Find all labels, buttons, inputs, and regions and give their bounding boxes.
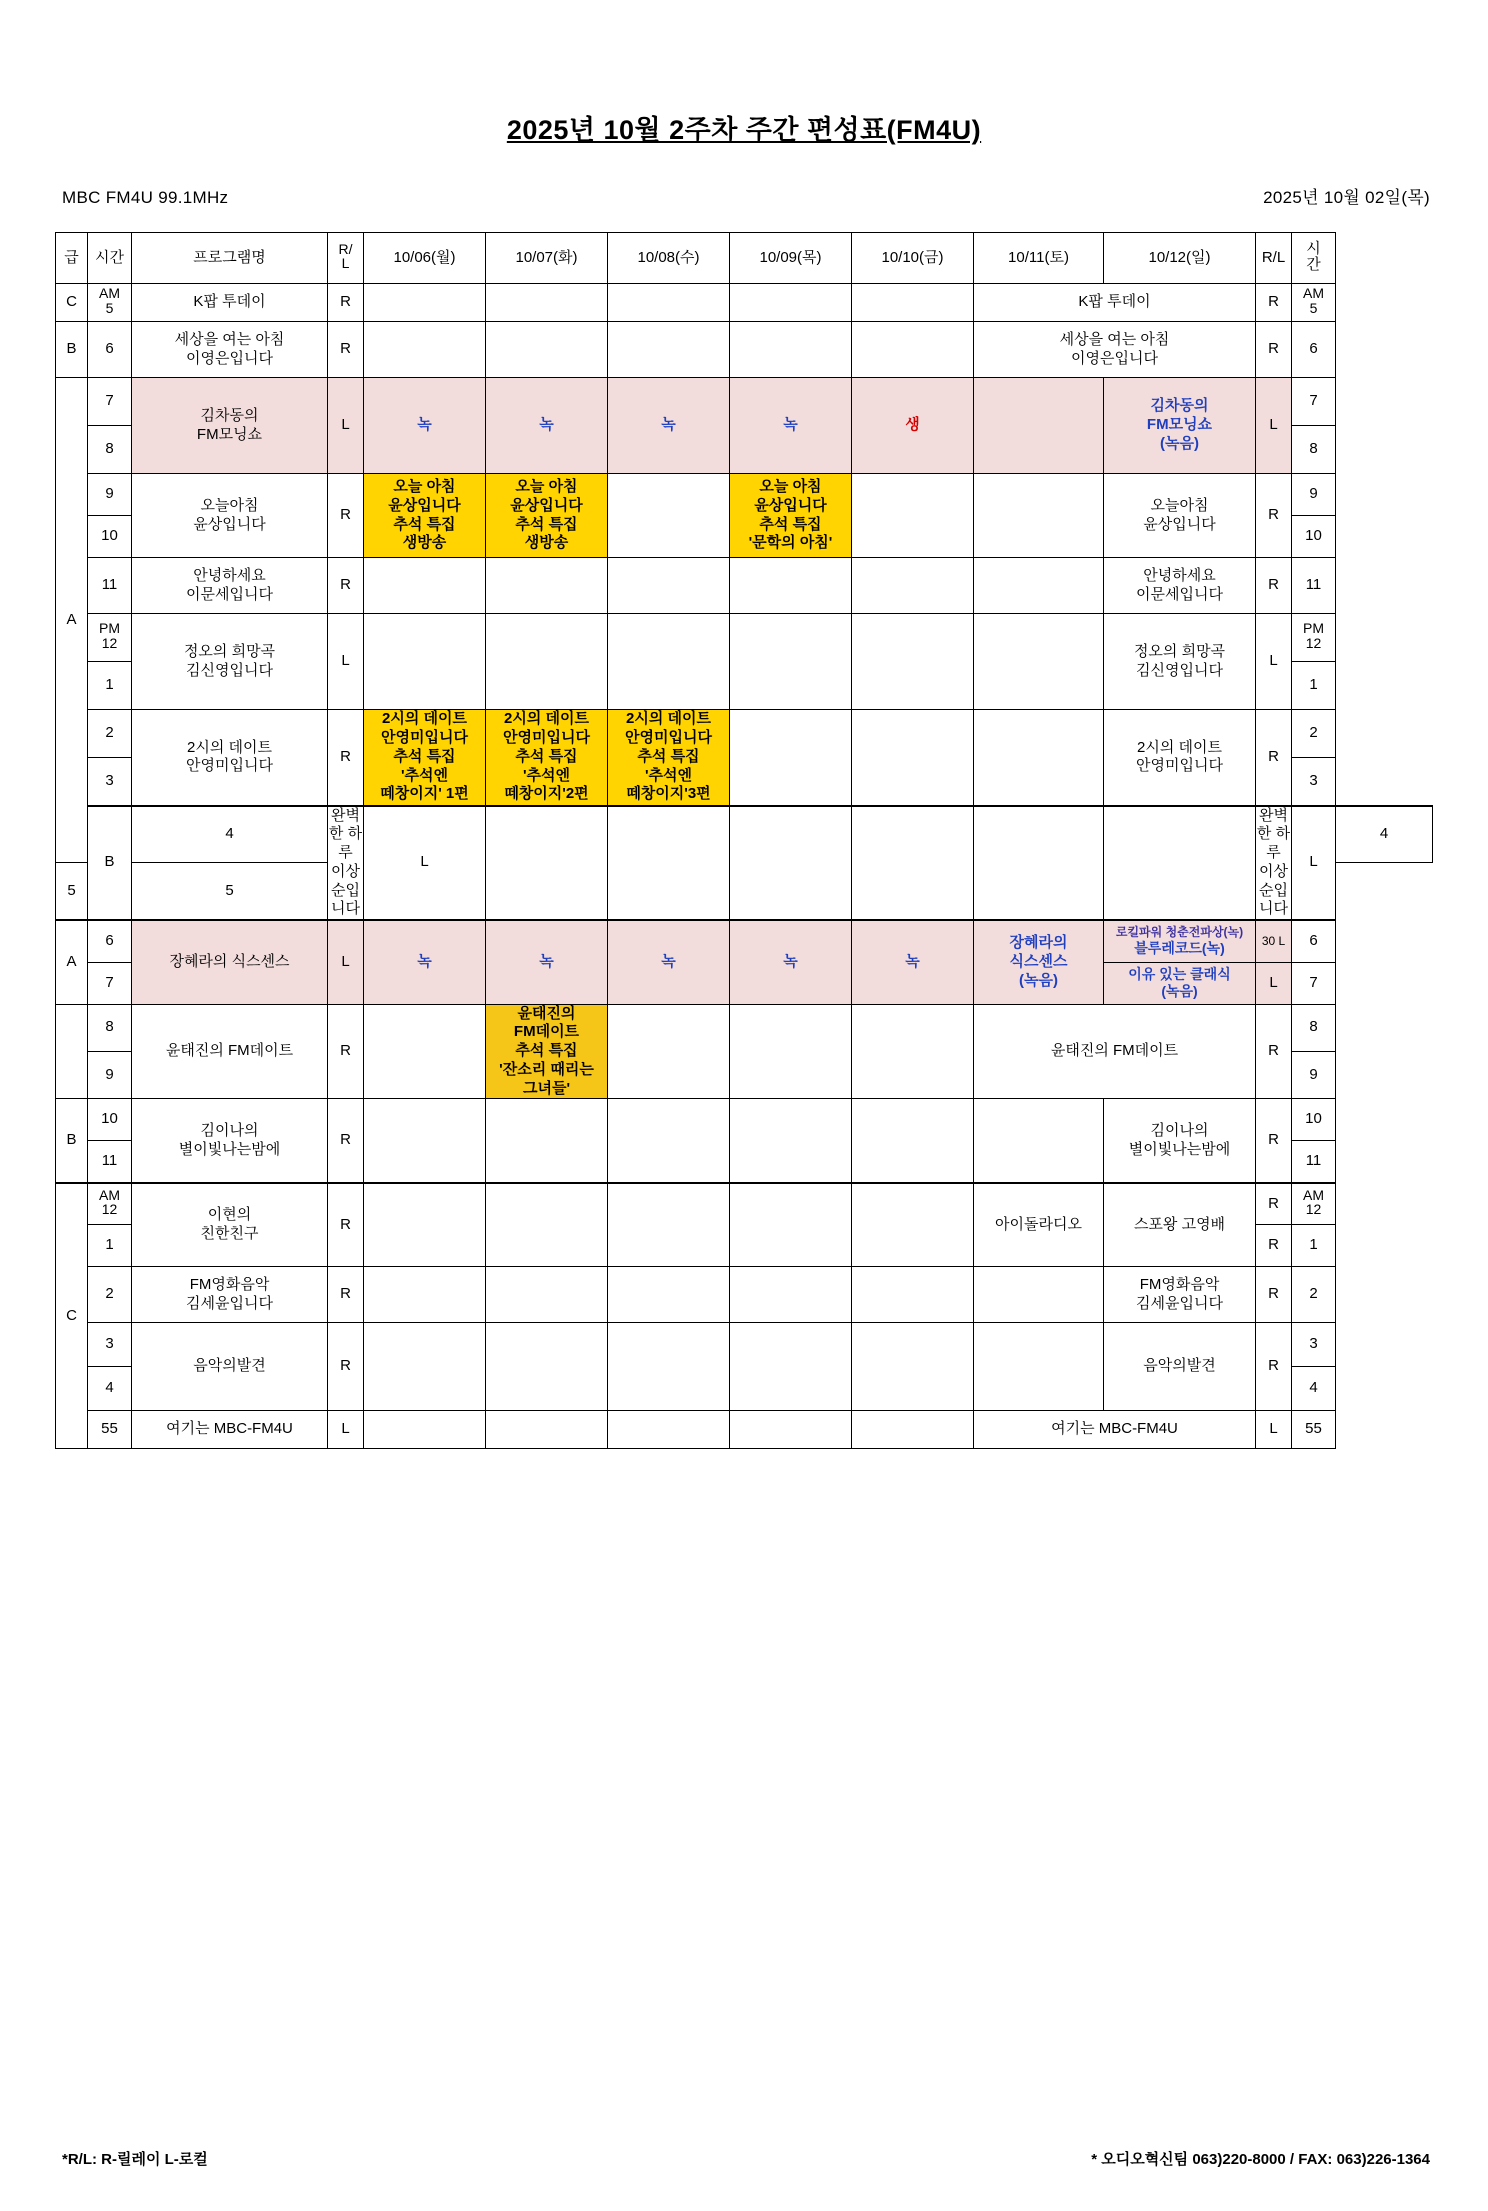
cell-sat bbox=[974, 1099, 1104, 1183]
cell-mon bbox=[364, 1323, 486, 1411]
time-cell-left: 10 bbox=[88, 516, 132, 558]
header-day-sat: 10/11(토) bbox=[974, 233, 1104, 284]
time-cell-left: 9 bbox=[88, 1051, 132, 1098]
rl-cell-left: L bbox=[364, 806, 486, 921]
program-cell: 완벽한 하루 이상순입니다 bbox=[328, 806, 364, 921]
cell-tue: 윤태진의 FM데이트 추석 특집 '잔소리 때리는 그녀들' bbox=[486, 1004, 608, 1099]
cell-weekend: K팝 투데이 bbox=[974, 284, 1256, 322]
cell-wed bbox=[730, 806, 852, 921]
time-cell-right: 1 bbox=[1292, 1225, 1336, 1267]
header-day-tue: 10/07(화) bbox=[486, 233, 608, 284]
rl-cell-right: R bbox=[1256, 1099, 1292, 1183]
grade-cell: B bbox=[56, 322, 88, 378]
rl-cell-right: R bbox=[1256, 558, 1292, 614]
sun-sublabel: 로킬파워 청춘전파상(녹) bbox=[1115, 925, 1244, 939]
time-cell-right: 3 bbox=[1292, 1323, 1336, 1367]
cell-thu: 녹 bbox=[730, 378, 852, 474]
rl-cell-left: R bbox=[328, 1267, 364, 1323]
cell-sun: 완벽한 하루 이상순입니다 bbox=[1256, 806, 1292, 921]
table-row bbox=[56, 284, 1433, 322]
grade-cell: A bbox=[56, 920, 88, 1004]
grade-cell-a: A bbox=[56, 378, 88, 863]
program-cell: 이현의 친한친구 bbox=[132, 1183, 328, 1267]
table-row bbox=[56, 1099, 1433, 1141]
time-cell-left: 11 bbox=[88, 1141, 132, 1183]
time-cell-right: 10 bbox=[1292, 516, 1336, 558]
cell-mon bbox=[364, 1099, 486, 1183]
program-cell: 음악의발견 bbox=[132, 1323, 328, 1411]
cell-thu bbox=[730, 1099, 852, 1183]
header-day-thu: 10/09(목) bbox=[730, 233, 852, 284]
cell-sat bbox=[974, 474, 1104, 558]
cell-wed bbox=[608, 322, 730, 378]
program-cell: 2시의 데이트 안영미입니다 bbox=[132, 710, 328, 806]
cell-tue bbox=[486, 1323, 608, 1411]
table-header-row bbox=[56, 233, 1433, 284]
time-cell-left: AM 12 bbox=[88, 1183, 132, 1225]
cell-sat bbox=[974, 1267, 1104, 1323]
rl-cell-left: R bbox=[328, 474, 364, 558]
cell-mon: 오늘 아침 윤상입니다 추석 특집 생방송 bbox=[364, 474, 486, 558]
program-cell: 윤태진의 FM데이트 bbox=[132, 1004, 328, 1099]
program-cell: FM영화음악 김세윤입니다 bbox=[132, 1267, 328, 1323]
rl-cell-right: R bbox=[1256, 474, 1292, 558]
cell-thu bbox=[730, 322, 852, 378]
cell-tue: 녹 bbox=[486, 920, 608, 1004]
cell-fri: 녹 bbox=[852, 920, 974, 1004]
cell-weekend: 여기는 MBC-FM4U bbox=[974, 1411, 1256, 1449]
cell-mon bbox=[364, 1411, 486, 1449]
time-cell-left: PM 12 bbox=[88, 614, 132, 662]
cell-fri bbox=[852, 1267, 974, 1323]
cell-thu bbox=[730, 1323, 852, 1411]
cell-tue bbox=[486, 1099, 608, 1183]
cell-sun: 스포왕 고영배 bbox=[1104, 1183, 1256, 1267]
cell-wed: 녹 bbox=[608, 378, 730, 474]
header-program: 프로그램명 bbox=[132, 233, 328, 284]
rl-cell-left: R bbox=[328, 710, 364, 806]
rl-cell-left: R bbox=[328, 1323, 364, 1411]
cell-mon bbox=[364, 1183, 486, 1267]
cell-thu: 녹 bbox=[730, 920, 852, 1004]
time-cell-left: AM 5 bbox=[88, 284, 132, 322]
time-cell-right: 3 bbox=[1292, 758, 1336, 806]
cell-sun: 2시의 데이트 안영미입니다 bbox=[1104, 710, 1256, 806]
program-cell: 장혜라의 식스센스 bbox=[132, 920, 328, 1004]
rl-cell-right: R bbox=[1256, 322, 1292, 378]
cell-fri bbox=[852, 558, 974, 614]
cell-wed bbox=[608, 284, 730, 322]
cell-wed bbox=[608, 1099, 730, 1183]
cell-sun: 오늘아침 윤상입니다 bbox=[1104, 474, 1256, 558]
header-time-right: 시 간 bbox=[1292, 233, 1336, 284]
cell-tue bbox=[486, 558, 608, 614]
rl-cell-right-top: R bbox=[1256, 1183, 1292, 1225]
cell-tue bbox=[486, 284, 608, 322]
program-cell: 여기는 MBC-FM4U bbox=[132, 1411, 328, 1449]
time-cell-left: 8 bbox=[88, 426, 132, 474]
rl-cell-right: R bbox=[1256, 284, 1292, 322]
cell-fri bbox=[852, 1323, 974, 1411]
time-cell-right: 2 bbox=[1292, 710, 1336, 758]
cell-sat bbox=[974, 710, 1104, 806]
cell-wed bbox=[608, 1411, 730, 1449]
table-row bbox=[56, 806, 1433, 863]
time-cell-left: 7 bbox=[88, 962, 132, 1004]
cell-tue bbox=[608, 806, 730, 921]
program-cell: 안녕하세요 이문세입니다 bbox=[132, 558, 328, 614]
cell-tue bbox=[486, 1267, 608, 1323]
time-cell-right: PM 12 bbox=[1292, 614, 1336, 662]
program-cell: 김차동의 FM모닝쇼 bbox=[132, 378, 328, 474]
cell-sat: 장혜라의 식스센스 (녹음) bbox=[974, 920, 1104, 1004]
cell-wed bbox=[608, 1183, 730, 1267]
cell-thu bbox=[730, 614, 852, 710]
table-row bbox=[56, 474, 1433, 516]
table-row bbox=[56, 1004, 1433, 1051]
cell-fri bbox=[852, 1411, 974, 1449]
cell-wed: 2시의 데이트 안영미입니다 추석 특집 '추석엔 떼창이지'3편 bbox=[608, 710, 730, 806]
cell-sat bbox=[974, 1323, 1104, 1411]
page-title: 2025년 10월 2주차 주간 편성표(FM4U) bbox=[506, 115, 982, 145]
cell-thu bbox=[730, 1411, 852, 1449]
cell-fri bbox=[852, 284, 974, 322]
cell-thu bbox=[730, 1004, 852, 1099]
grade-cell: C bbox=[56, 284, 88, 322]
cell-sun: FM영화음악 김세윤입니다 bbox=[1104, 1267, 1256, 1323]
program-cell: 김이나의 별이빛나는밤에 bbox=[132, 1099, 328, 1183]
cell-thu bbox=[730, 1183, 852, 1267]
time-cell-left: 3 bbox=[88, 758, 132, 806]
time-cell-right: 4 bbox=[1336, 806, 1433, 863]
cell-wed bbox=[608, 1267, 730, 1323]
cell-fri bbox=[852, 1004, 974, 1099]
rl-cell-left: L bbox=[328, 920, 364, 1004]
cell-mon: 녹 bbox=[364, 920, 486, 1004]
rl-cell-right: R bbox=[1256, 1323, 1292, 1411]
time-cell-left: 6 bbox=[88, 322, 132, 378]
cell-tue: 오늘 아침 윤상입니다 추석 특집 생방송 bbox=[486, 474, 608, 558]
cell-sun: 정오의 희망곡 김신영입니다 bbox=[1104, 614, 1256, 710]
cell-fri bbox=[852, 1183, 974, 1267]
cell-mon bbox=[486, 806, 608, 921]
time-cell-right: 7 bbox=[1292, 962, 1336, 1004]
rl-cell-right: L bbox=[1256, 1411, 1292, 1449]
time-cell-left: 2 bbox=[88, 1267, 132, 1323]
time-cell-right: 11 bbox=[1292, 1141, 1336, 1183]
cell-mon bbox=[364, 1267, 486, 1323]
time-cell-right: 1 bbox=[1292, 662, 1336, 710]
table-row bbox=[56, 920, 1433, 962]
cell-wed bbox=[608, 474, 730, 558]
rl-cell-left: L bbox=[328, 614, 364, 710]
cell-sat bbox=[974, 558, 1104, 614]
time-cell-right: 55 bbox=[1292, 1411, 1336, 1449]
time-cell-left: 4 bbox=[132, 806, 328, 863]
rl-cell-right: L bbox=[1256, 614, 1292, 710]
table-row bbox=[56, 614, 1433, 662]
table-row bbox=[56, 322, 1433, 378]
cell-sat: 아이돌라디오 bbox=[974, 1183, 1104, 1267]
rl-cell-left: R bbox=[328, 284, 364, 322]
cell-fri bbox=[852, 614, 974, 710]
rl-cell-right: R bbox=[1256, 1004, 1292, 1099]
cell-thu bbox=[730, 284, 852, 322]
rl-cell-left: R bbox=[328, 1099, 364, 1183]
cell-thu: 오늘 아침 윤상입니다 추석 특집 '문학의 아침' bbox=[730, 474, 852, 558]
time-cell-right: 6 bbox=[1292, 322, 1336, 378]
rl-cell-left: L bbox=[328, 378, 364, 474]
cell-wed bbox=[608, 1323, 730, 1411]
cell-sun: 안녕하세요 이문세입니다 bbox=[1104, 558, 1256, 614]
cell-mon: 2시의 데이트 안영미입니다 추석 특집 '추석엔 떼창이지' 1편 bbox=[364, 710, 486, 806]
time-cell-left: 55 bbox=[88, 1411, 132, 1449]
cell-fri bbox=[852, 322, 974, 378]
table-row bbox=[56, 378, 1433, 426]
cell-fri bbox=[852, 474, 974, 558]
cell-tue: 2시의 데이트 안영미입니다 추석 특집 '추석엔 떼창이지'2편 bbox=[486, 710, 608, 806]
rl-cell-left: R bbox=[328, 558, 364, 614]
time-cell-right: 5 bbox=[132, 863, 328, 920]
cell-fri bbox=[852, 710, 974, 806]
cell-sat bbox=[974, 614, 1104, 710]
meta-row bbox=[62, 183, 1430, 208]
time-cell-right: 7 bbox=[1292, 378, 1336, 426]
program-cell: K팝 투데이 bbox=[132, 284, 328, 322]
header-day-fri: 10/10(금) bbox=[852, 233, 974, 284]
time-cell-left: 3 bbox=[88, 1323, 132, 1367]
table-row bbox=[56, 710, 1433, 758]
time-cell-left: 2 bbox=[88, 710, 132, 758]
sun-label: 블루레코드(녹) bbox=[1134, 940, 1225, 956]
rl-cell-left: R bbox=[328, 1183, 364, 1267]
time-cell-right: 6 bbox=[1292, 920, 1336, 962]
schedule-page bbox=[0, 108, 1488, 2211]
cell-sun: 음악의발견 bbox=[1104, 1323, 1256, 1411]
time-cell-left: 5 bbox=[56, 863, 88, 920]
time-cell-left: 10 bbox=[88, 1099, 132, 1141]
rl-cell-left: R bbox=[328, 1004, 364, 1099]
rl-cell-right-bottom: R bbox=[1256, 1225, 1292, 1267]
header-rl-left: R/ L bbox=[328, 233, 364, 284]
cell-wed bbox=[608, 558, 730, 614]
time-cell-right: 8 bbox=[1292, 1004, 1336, 1051]
time-cell-left: 1 bbox=[88, 662, 132, 710]
rl-cell-right: L bbox=[1256, 378, 1292, 474]
cell-wed: 녹 bbox=[608, 920, 730, 1004]
cell-tue bbox=[486, 1411, 608, 1449]
cell-tue bbox=[486, 322, 608, 378]
rl-cell-right-bottom: L bbox=[1256, 962, 1292, 1004]
footer-contact: * 오디오혁신팀 063)220-8000 / FAX: 063)226-1364 bbox=[1091, 2151, 1430, 2168]
time-cell-right: AM 5 bbox=[1292, 284, 1336, 322]
time-cell-left: 4 bbox=[88, 1367, 132, 1411]
time-cell-right: 4 bbox=[1292, 1367, 1336, 1411]
time-cell-left: 8 bbox=[88, 1004, 132, 1051]
cell-fri: 생 bbox=[852, 378, 974, 474]
time-cell-left: 1 bbox=[88, 1225, 132, 1267]
cell-mon bbox=[364, 558, 486, 614]
issue-date: 2025년 10월 02일(목) bbox=[1263, 188, 1430, 207]
cell-sun: 김차동의 FM모닝쇼 (녹음) bbox=[1104, 378, 1256, 474]
cell-mon bbox=[364, 322, 486, 378]
time-cell-left: 6 bbox=[88, 920, 132, 962]
cell-thu bbox=[730, 558, 852, 614]
time-cell-right: 2 bbox=[1292, 1267, 1336, 1323]
cell-fri bbox=[852, 1099, 974, 1183]
cell-tue bbox=[486, 614, 608, 710]
cell-sun: 김이나의 별이빛나는밤에 bbox=[1104, 1099, 1256, 1183]
header-day-wed: 10/08(수) bbox=[608, 233, 730, 284]
cell-weekend: 윤태진의 FM데이트 bbox=[974, 1004, 1256, 1099]
cell-wed bbox=[608, 1004, 730, 1099]
grade-cell: C bbox=[56, 1183, 88, 1449]
header-time: 시간 bbox=[88, 233, 132, 284]
cell-tue: 녹 bbox=[486, 378, 608, 474]
station-label: MBC FM4U 99.1MHz bbox=[62, 188, 229, 207]
cell-tue bbox=[486, 1183, 608, 1267]
cell-thu bbox=[730, 1267, 852, 1323]
rl-cell-right-top: 30 L bbox=[1256, 920, 1292, 962]
program-cell: 오늘아침 윤상입니다 bbox=[132, 474, 328, 558]
rl-cell-right: L bbox=[1292, 806, 1336, 921]
header-day-mon: 10/06(월) bbox=[364, 233, 486, 284]
footer bbox=[62, 2148, 1430, 2169]
grade-cell: B bbox=[88, 806, 132, 921]
grade-cell-empty bbox=[56, 1004, 88, 1099]
time-cell-right: 8 bbox=[1292, 426, 1336, 474]
cell-fri bbox=[974, 806, 1104, 921]
cell-thu bbox=[852, 806, 974, 921]
table-row bbox=[56, 1183, 1433, 1225]
time-cell-right: 9 bbox=[1292, 474, 1336, 516]
time-cell-right: AM 12 bbox=[1292, 1183, 1336, 1225]
footer-legend: *R/L: R-릴레이 L-로컬 bbox=[62, 2151, 208, 2168]
cell-thu bbox=[730, 710, 852, 806]
cell-mon bbox=[364, 1004, 486, 1099]
cell-sun-top bbox=[1104, 920, 1256, 962]
rl-cell-right: R bbox=[1256, 710, 1292, 806]
time-cell-right: 9 bbox=[1292, 1051, 1336, 1098]
cell-mon: 녹 bbox=[364, 378, 486, 474]
program-cell: 세상을 여는 아침 이영은입니다 bbox=[132, 322, 328, 378]
header-rl-right: R/L bbox=[1256, 233, 1292, 284]
cell-sun-bottom: 이유 있는 클래식 (녹음) bbox=[1104, 962, 1256, 1004]
program-cell: 정오의 희망곡 김신영입니다 bbox=[132, 614, 328, 710]
schedule-table bbox=[55, 232, 1433, 1449]
time-cell-left: 7 bbox=[88, 378, 132, 426]
table-row bbox=[56, 1267, 1433, 1323]
time-cell-right: 10 bbox=[1292, 1099, 1336, 1141]
cell-weekend: 세상을 여는 아침 이영은입니다 bbox=[974, 322, 1256, 378]
table-row bbox=[56, 1323, 1433, 1367]
cell-sat bbox=[1104, 806, 1256, 921]
table-row bbox=[56, 1411, 1433, 1449]
rl-cell-left: R bbox=[328, 322, 364, 378]
time-cell-left: 9 bbox=[88, 474, 132, 516]
time-cell-right: 11 bbox=[1292, 558, 1336, 614]
header-day-sun: 10/12(일) bbox=[1104, 233, 1256, 284]
table-row bbox=[56, 558, 1433, 614]
rl-cell-left: L bbox=[328, 1411, 364, 1449]
cell-mon bbox=[364, 614, 486, 710]
cell-sat bbox=[974, 378, 1104, 474]
rl-cell-right: R bbox=[1256, 1267, 1292, 1323]
time-cell-left: 11 bbox=[88, 558, 132, 614]
grade-cell: B bbox=[56, 1099, 88, 1183]
cell-wed bbox=[608, 614, 730, 710]
cell-mon bbox=[364, 284, 486, 322]
header-grade: 급 bbox=[56, 233, 88, 284]
